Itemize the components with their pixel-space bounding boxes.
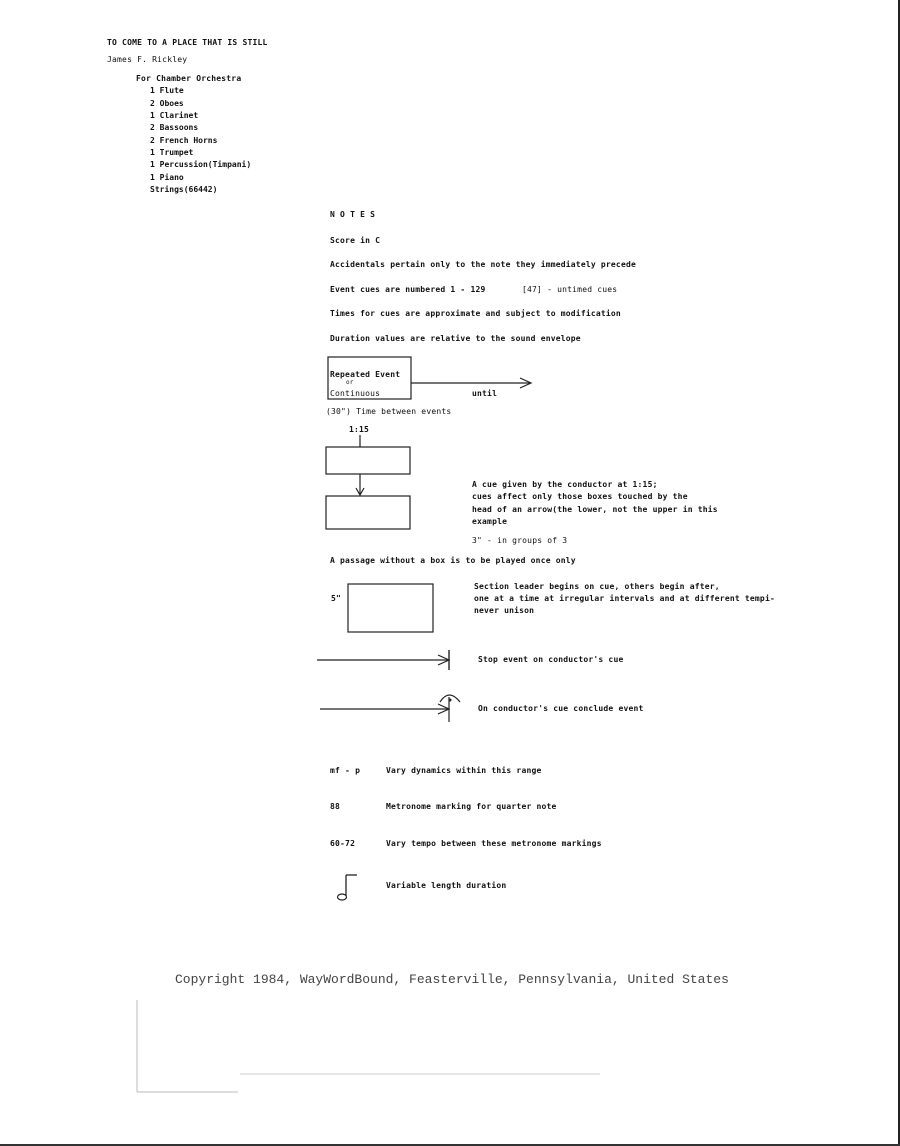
instrument-item: Strings(66442) (150, 185, 218, 194)
note-untimed-cues: [47] - untimed cues (522, 285, 618, 294)
note-times: Times for cues are approximate and subject to modification (330, 309, 621, 318)
variable-length-description: Variable length duration (386, 881, 507, 890)
cue-explanation-2: cues affect only those boxes touched by the (472, 492, 688, 501)
section-explanation-1: Section leader begins on cue, others begin after, (474, 582, 720, 591)
cue-lower-box (326, 496, 410, 529)
time-between-events: (30") Time between events (326, 407, 452, 416)
metronome-mark: 88 (330, 802, 341, 811)
note-event-cues: Event cues are numbered 1 - 129 (330, 285, 486, 294)
instrument-item: 1 Percussion(Timpani) (150, 160, 252, 169)
copyright-line: Copyright 1984, WayWordBound, Feasterville, Pennsylvania, United States (175, 972, 729, 987)
instrument-item: 2 Bassoons (150, 123, 199, 132)
instrument-item: 2 Oboes (150, 99, 184, 108)
until-label: until (472, 389, 498, 398)
tempo-range-mark: 60-72 (330, 839, 356, 848)
section-explanation-3: never unison (474, 606, 535, 615)
note-accidentals: Accidentals pertain only to the note they immediately precede (330, 260, 637, 269)
note-score-in-c: Score in C (330, 236, 381, 245)
score-title: TO COME TO A PLACE THAT IS STILL (107, 38, 268, 47)
cue-upper-box (326, 447, 410, 474)
instrument-item: 1 Flute (150, 86, 184, 95)
fermata-dot (449, 699, 452, 702)
note-duration: Duration values are relative to the sound envelope (330, 334, 581, 343)
instrument-item: 1 Trumpet (150, 148, 194, 157)
composer-name: James F. Rickley (107, 55, 188, 64)
conclude-event-label: On conductor's cue conclude event (478, 704, 644, 713)
dynamics-description: Vary dynamics within this range (386, 766, 542, 775)
instrument-item: 1 Piano (150, 173, 184, 182)
stop-event-label: Stop event on conductor's cue (478, 655, 624, 664)
cue-explanation-1: A cue given by the conductor at 1:15; (472, 480, 658, 489)
or-label: or (346, 379, 354, 386)
continuous-label: Continuous (330, 389, 381, 398)
variable-notehead (338, 894, 347, 900)
scoring-heading: For Chamber Orchestra (136, 74, 242, 83)
groups-note: 3" - in groups of 3 (472, 536, 568, 545)
instrument-item: 2 French Horns (150, 136, 218, 145)
instrument-item: 1 Clarinet (150, 111, 199, 120)
dynamics-mark: mf - p (330, 766, 361, 775)
tempo-range-description: Vary tempo between these metronome markings (386, 839, 602, 848)
passage-note: A passage without a box is to be played once only (330, 556, 576, 565)
section-explanation-2: one at a time at irregular intervals and at different tempi- (474, 594, 775, 603)
section-time-label: 5" (331, 594, 342, 603)
cue-explanation-4: example (472, 517, 508, 526)
metronome-description: Metronome marking for quarter note (386, 802, 557, 811)
repeated-event-label: Repeated Event (330, 370, 401, 379)
section-leader-box (348, 584, 433, 632)
cue-time-label: 1:15 (349, 425, 370, 434)
cue-explanation-3: head of an arrow(the lower, not the upper in this (472, 505, 718, 514)
notes-heading: N O T E S (330, 210, 376, 219)
